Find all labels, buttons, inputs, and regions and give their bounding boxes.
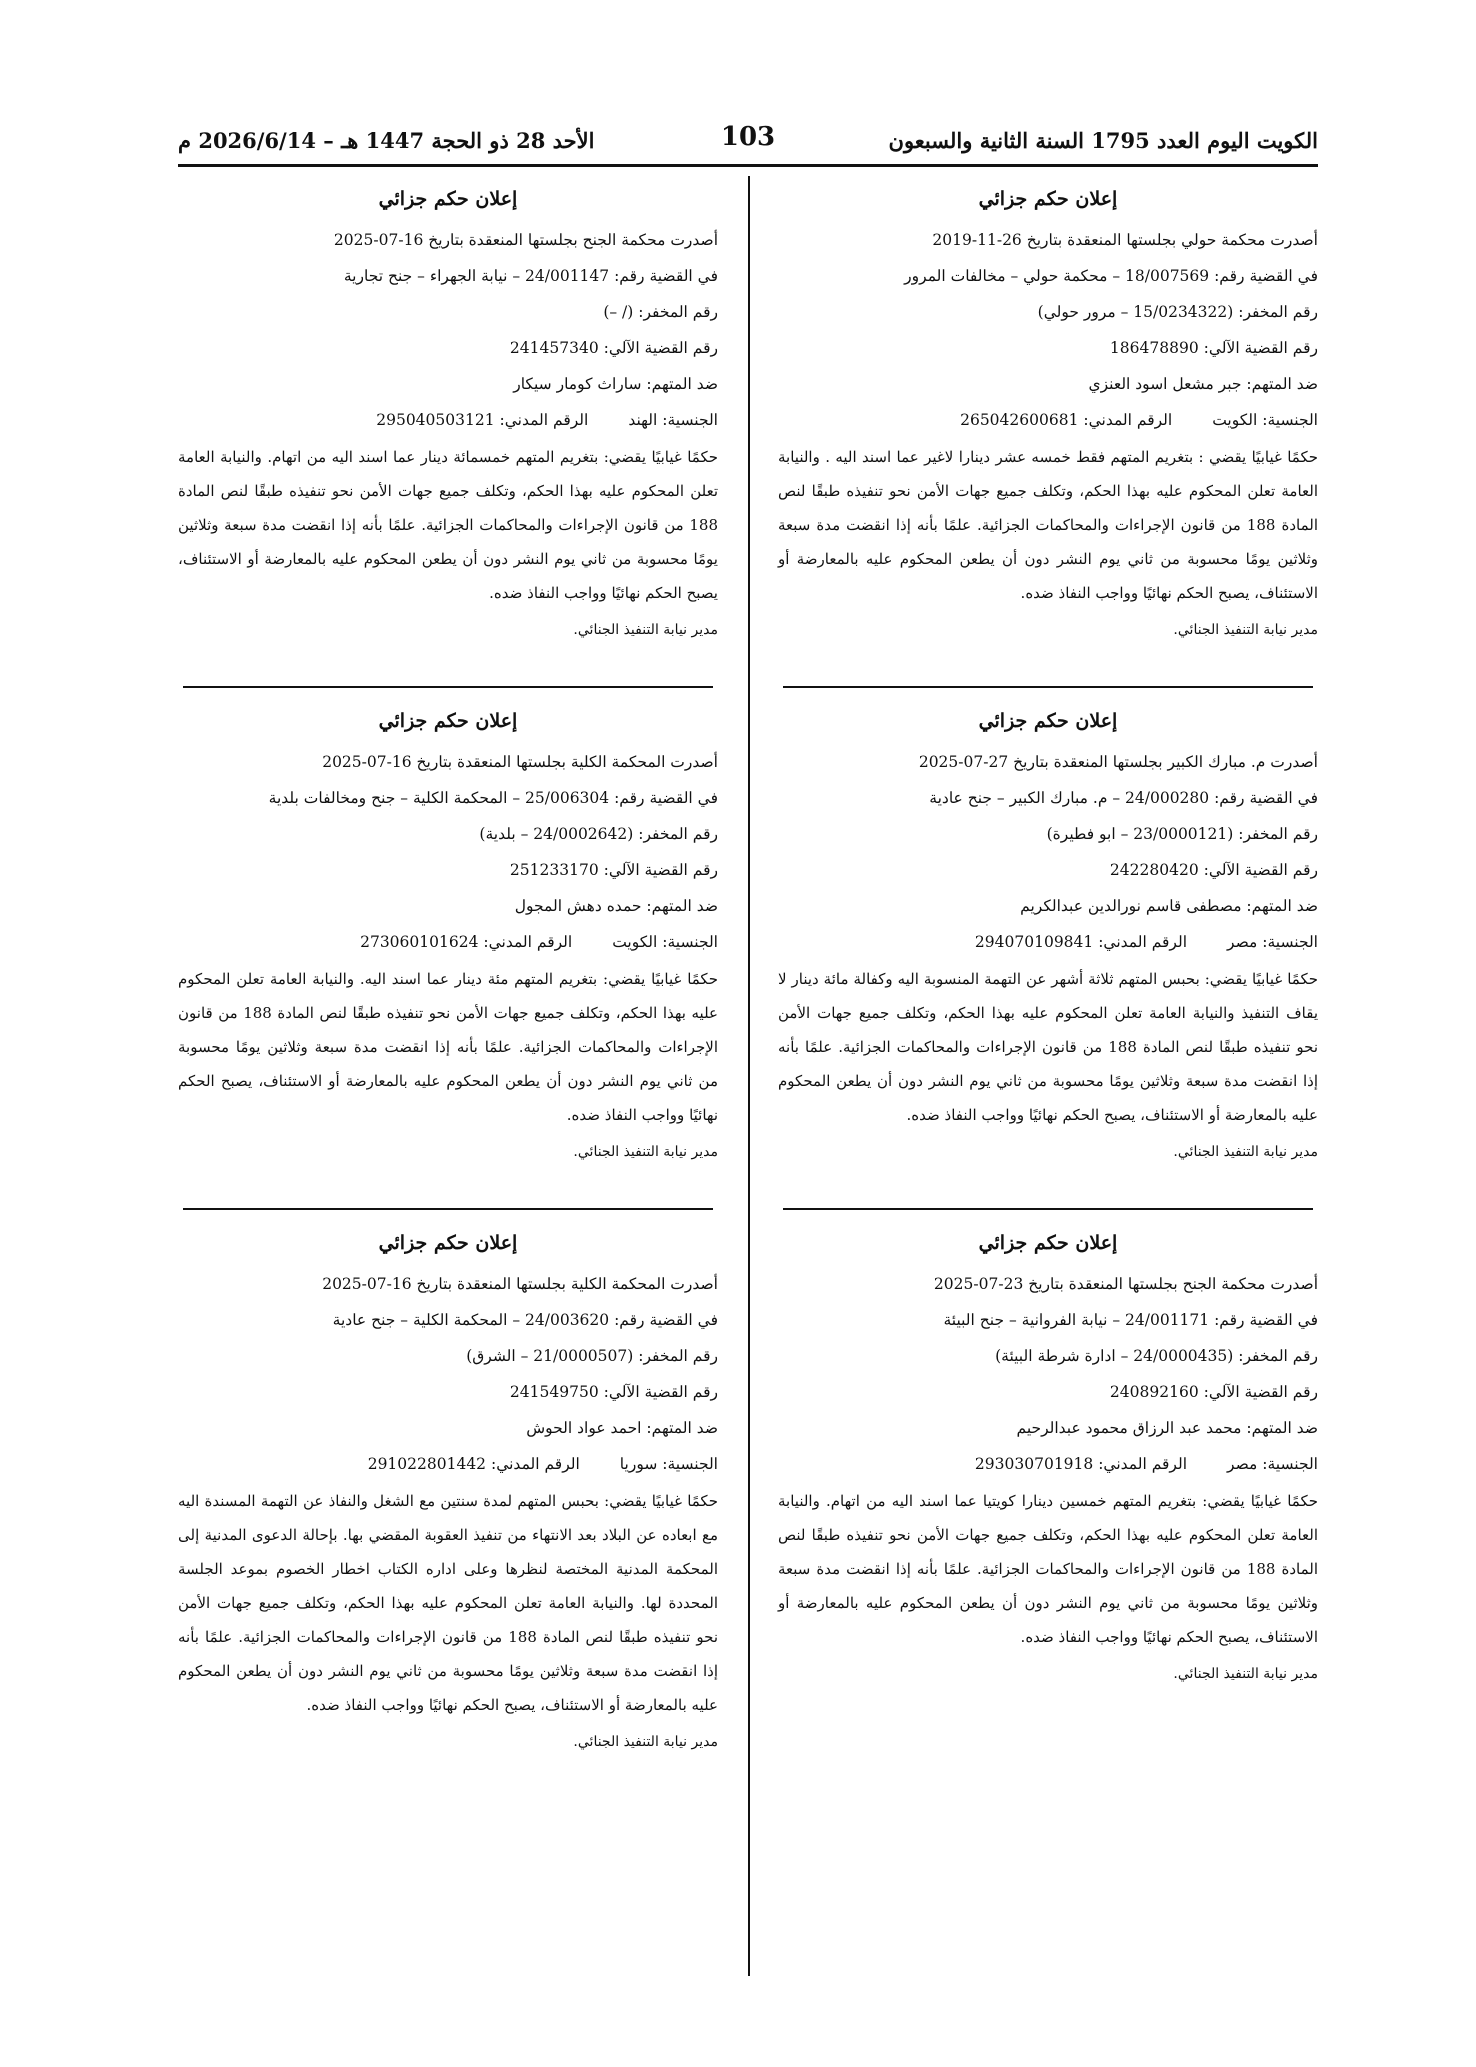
case-number: في القضية رقم: 18/007569 – محكمة حولي – مخالفات المرور: [904, 267, 1318, 285]
civil-id: الرقم المدني: 291022801442: [367, 1455, 580, 1473]
notice: [178, 710, 718, 1168]
signature: مدير نيابة التنفيذ الجنائي.: [573, 1734, 718, 1750]
nationality: الجنسية: مصر: [1227, 1455, 1318, 1473]
station-number: رقم المخفر: (24/0000435 – ادارة شرطة البيئة): [995, 1347, 1318, 1365]
case-number: في القضية رقم: 24/001147 – نيابة الجهراء – جنح تجارية: [343, 267, 718, 285]
defendant: ضد المتهم: احمد عواد الحوش: [526, 1419, 718, 1437]
notice-separator: [183, 1208, 713, 1210]
issue-date: الأحد 28 ذو الحجة 1447 هـ – 2026/6/14 م: [178, 128, 595, 153]
auto-case-number: رقم القضية الآلي: 241549750: [509, 1383, 718, 1401]
signature: مدير نيابة التنفيذ الجنائي.: [573, 622, 718, 638]
station-number: رقم المخفر: (15/0234322 – مرور حولي): [1037, 303, 1318, 321]
notice: [778, 188, 1318, 646]
signature: مدير نيابة التنفيذ الجنائي.: [573, 1144, 718, 1160]
verdict-text: حكمًا غيابيًا يقضي : بتغريم المتهم فقط خمسه عشر دينارا لاغير عما اسند اليه . والنيابة العامة تعلن المحكوم عليه بهذا الحكم، وتكلف جميع جهات الأمن نحو تنفيذه طبقًا لنص المادة 188 من قانون الإجراءات والمحاكمات الجزائية. علمًا بأنه إذا انقضت مدة سبعة وثلاثين يومًا محسوبة من ثاني يوم النشر دون أن يطعن المحكوم عليه بالمعارضة أو الاستئناف، يصبح الحكم نهائيًا وواجب النفاذ ضده.: [778, 448, 1318, 602]
auto-case-number: رقم القضية الآلي: 251233170: [509, 861, 718, 879]
column-divider: [748, 176, 750, 1976]
nationality-row: [778, 1446, 1318, 1482]
header-rule: [178, 164, 1318, 167]
station-number: رقم المخفر: (/ –): [603, 303, 718, 321]
notice: [178, 188, 718, 646]
notice-title: إعلان حكم جزائي: [378, 1232, 518, 1254]
signature: مدير نيابة التنفيذ الجنائي.: [1173, 1666, 1318, 1682]
case-number: في القضية رقم: 24/003620 – المحكمة الكلية – جنح عادية: [332, 1311, 718, 1329]
station-number: رقم المخفر: (21/0000507 – الشرق): [466, 1347, 718, 1365]
civil-id: الرقم المدني: 295040503121: [376, 411, 589, 429]
verdict-text: حكمًا غيابيًا يقضي: بحبس المتهم لمدة سنتين مع الشغل والنفاذ عن التهمة المسندة اليه مع ابعاده عن البلاد بعد الانتهاء من تنفيذ العقوبة المقضي بها. بإحالة الدعوى المدنية إلى المحكمة المدنية المختصة لنظرها وعلى اداره الكتاب اخطار الخصوم بموعد الجلسة المحددة لها. والنيابة العامة تعلن المحكوم عليه بهذا الحكم، وتكلف جميع جهات الأمن نحو تنفيذه طبقًا لنص المادة 188 من قانون الإجراءات والمحاكمات الجزائية. علمًا بأنه إذا انقضت مدة سبعة وثلاثين يومًا محسوبة من ثاني يوم النشر دون أن يطعن المحكوم عليه بالمعارضة أو الاستئناف، يصبح الحكم نهائيًا وواجب النفاذ ضده.: [178, 1492, 718, 1714]
civil-id: الرقم المدني: 294070109841: [974, 933, 1188, 951]
nationality: الجنسية: الكويت: [1212, 411, 1318, 429]
nationality-row: [178, 924, 718, 960]
verdict-text: حكمًا غيابيًا يقضي: بتغريم المتهم خمسين دينارا كويتيا عما اسند اليه من اتهام. والنيابة العامة تعلن المحكوم عليه بهذا الحكم، وتكلف جميع جهات الأمن نحو تنفيذه طبقًا لنص المادة 188 من قانون الإجراءات والمحاكمات الجزائية. علمًا بأنه إذا انقضت مدة سبعة وثلاثين يومًا محسوبة من ثاني يوم النشر دون أن يطعن المحكوم عليه بالمعارضة أو الاستئناف، يصبح الحكم نهائيًا وواجب النفاذ ضده.: [778, 1492, 1318, 1646]
nationality-row: [778, 402, 1318, 438]
civil-id: الرقم المدني: 293030701918: [974, 1455, 1188, 1473]
page-header: [178, 118, 1318, 162]
court-line: أصدرت محكمة الجنح بجلستها المنعقدة بتاريخ 23-07-2025: [933, 1275, 1318, 1293]
nationality-row: [778, 924, 1318, 960]
court-line: أصدرت محكمة حولي بجلستها المنعقدة بتاريخ 26-11-2019: [932, 231, 1318, 249]
civil-id: الرقم المدني: 265042600681: [960, 411, 1173, 429]
nationality: الجنسية: مصر: [1227, 933, 1318, 951]
case-number: في القضية رقم: 25/006304 – المحكمة الكلية – جنح ومخالفات بلدية: [268, 789, 718, 807]
defendant: ضد المتهم: محمد عبد الرزاق محمود عبدالرحيم: [1016, 1419, 1318, 1437]
court-line: أصدرت محكمة الجنح بجلستها المنعقدة بتاريخ 16-07-2025: [333, 231, 718, 249]
issue-info: الكويت اليوم العدد 1795 السنة الثانية والسبعون: [888, 128, 1318, 153]
nationality-row: [178, 402, 718, 438]
notice-separator: [183, 686, 713, 688]
notice-title: إعلان حكم جزائي: [978, 1232, 1118, 1254]
auto-case-number: رقم القضية الآلي: 240892160: [1109, 1383, 1318, 1401]
court-line: أصدرت المحكمة الكلية بجلستها المنعقدة بتاريخ 16-07-2025: [322, 753, 718, 771]
notice-title: إعلان حكم جزائي: [978, 188, 1118, 210]
auto-case-number: رقم القضية الآلي: 186478890: [1109, 339, 1318, 357]
civil-id: الرقم المدني: 273060101624: [360, 933, 573, 951]
defendant: ضد المتهم: ساراث كومار سيكار: [513, 375, 718, 393]
station-number: رقم المخفر: (23/0000121 – ابو فطيرة): [1046, 825, 1318, 843]
notice: [778, 1232, 1318, 1690]
verdict-text: حكمًا غيابيًا يقضي: بحبس المتهم ثلاثة أشهر عن التهمة المنسوبة اليه وكفالة مائة دينار لا يقاف التنفيذ والنيابة العامة تعلن المحكوم عليه بهذا الحكم، وتكلف جميع جهات الأمن نحو تنفيذه طبقًا لنص المادة 188 من قانون الإجراءات والمحاكمات الجزائية. علمًا بأنه إذا انقضت مدة سبعة وثلاثين يومًا محسوبة من ثاني يوم النشر دون أن يطعن المحكوم عليه بالمعارضة أو الاستئناف، يصبح الحكم نهائيًا وواجب النفاذ ضده.: [778, 970, 1318, 1124]
signature: مدير نيابة التنفيذ الجنائي.: [1173, 1144, 1318, 1160]
nationality-row: [178, 1446, 718, 1482]
notice-title: إعلان حكم جزائي: [378, 710, 518, 732]
notice-title: إعلان حكم جزائي: [978, 710, 1118, 732]
nationality: الجنسية: الكويت: [612, 933, 718, 951]
notice: [178, 1232, 718, 1758]
defendant: ضد المتهم: جبر مشعل اسود العنزي: [1088, 375, 1318, 393]
notice-separator: [783, 686, 1313, 688]
case-number: في القضية رقم: 24/001171 – نيابة الفروانية – جنح البيئة: [943, 1311, 1318, 1329]
nationality: الجنسية: الهند: [628, 411, 718, 429]
verdict-text: حكمًا غيابيًا يقضي: بتغريم المتهم خمسمائة دينار عما اسند اليه من اتهام. والنيابة العامة تعلن المحكوم عليه بهذا الحكم، وتكلف جميع جهات الأمن نحو تنفيذه طبقًا لنص المادة 188 من قانون الإجراءات والمحاكمات الجزائية. علمًا بأنه إذا انقضت مدة سبعة وثلاثين يومًا محسوبة من ثاني يوم النشر دون أن يطعن المحكوم عليه بالمعارضة أو الاستئناف، يصبح الحكم نهائيًا وواجب النفاذ ضده.: [178, 448, 718, 602]
court-line: أصدرت المحكمة الكلية بجلستها المنعقدة بتاريخ 16-07-2025: [322, 1275, 718, 1293]
defendant: ضد المتهم: مصطفى قاسم نورالدين عبدالكريم: [1020, 897, 1318, 915]
auto-case-number: رقم القضية الآلي: 241457340: [509, 339, 718, 357]
station-number: رقم المخفر: (24/0002642 – بلدية): [479, 825, 718, 843]
case-number: في القضية رقم: 24/000280 – م. مبارك الكبير – جنح عادية: [929, 789, 1318, 807]
defendant: ضد المتهم: حمده دهش المجول: [514, 897, 718, 915]
right-column: [778, 188, 1318, 1690]
left-column: [178, 188, 718, 1758]
notice-title: إعلان حكم جزائي: [378, 188, 518, 210]
auto-case-number: رقم القضية الآلي: 242280420: [1109, 861, 1318, 879]
notice-separator: [783, 1208, 1313, 1210]
court-line: أصدرت م. مبارك الكبير بجلستها المنعقدة بتاريخ 27-07-2025: [918, 753, 1318, 771]
notice: [778, 710, 1318, 1168]
signature: مدير نيابة التنفيذ الجنائي.: [1173, 622, 1318, 638]
verdict-text: حكمًا غيابيًا يقضي: بتغريم المتهم مئة دينار عما اسند اليه. والنيابة العامة تعلن المحكوم عليه بهذا الحكم، وتكلف جميع جهات الأمن نحو تنفيذه طبقًا لنص المادة 188 من قانون الإجراءات والمحاكمات الجزائية. علمًا بأنه إذا انقضت مدة سبعة وثلاثين يومًا محسوبة من ثاني يوم النشر دون أن يطعن المحكوم عليه بالمعارضة أو الاستئناف، يصبح الحكم نهائيًا وواجب النفاذ ضده.: [178, 970, 718, 1124]
nationality: الجنسية: سوريا: [619, 1455, 718, 1473]
page-number: 103: [720, 122, 776, 152]
